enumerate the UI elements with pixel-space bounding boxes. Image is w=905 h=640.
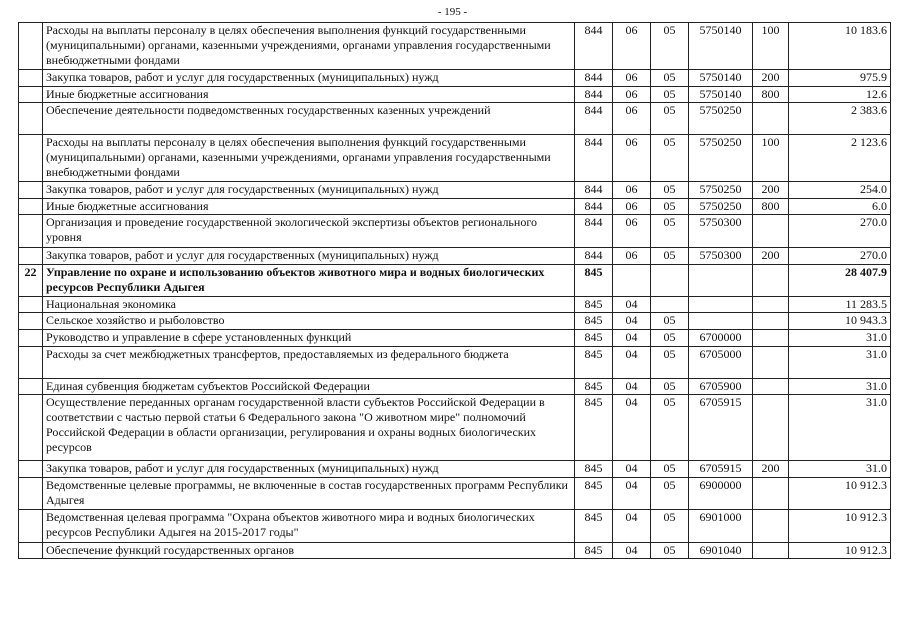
table-row (19, 248, 891, 265)
ministry-code-cell: 845 (575, 461, 613, 478)
expense-type-code-cell: 100 (753, 135, 789, 182)
section-code-cell: 06 (613, 199, 651, 215)
expense-type-code-cell: 800 (753, 87, 789, 103)
subsection-code-cell: 05 (651, 395, 689, 461)
section-code-cell: 04 (613, 330, 651, 347)
amount-cell: 10 943.3 (789, 313, 891, 330)
item-name-cell: Ведомственная целевая программа "Охрана объектов животного мира и водных биологических ресурсов Республики Адыгея на 2015-2017 годы" (43, 510, 575, 543)
target-article-code-cell: 6901040 (689, 543, 753, 559)
target-article-code-cell (689, 265, 753, 297)
table-row (19, 215, 891, 248)
ministry-code-cell: 844 (575, 70, 613, 87)
expense-type-code-cell (753, 265, 789, 297)
table-row (19, 297, 891, 313)
ministry-code-cell: 845 (575, 347, 613, 379)
budget-table (18, 22, 891, 559)
expense-type-code-cell (753, 103, 789, 135)
row-number-cell (19, 461, 43, 478)
amount-cell: 31.0 (789, 461, 891, 478)
ministry-code-cell: 845 (575, 265, 613, 297)
amount-cell: 31.0 (789, 347, 891, 379)
section-code-cell: 04 (613, 347, 651, 379)
row-number-cell (19, 379, 43, 395)
ministry-code-cell: 844 (575, 182, 613, 199)
item-name-cell: Расходы на выплаты персоналу в целях обеспечения выполнения функций государственными (муниципальными) органами, казенными учреждениями, органами управления государственными внебюджетными фондами (43, 135, 575, 182)
row-number-cell (19, 330, 43, 347)
expense-type-code-cell (753, 510, 789, 543)
amount-cell: 31.0 (789, 379, 891, 395)
table-row (19, 135, 891, 182)
item-name-cell: Закупка товаров, работ и услуг для государственных (муниципальных) нужд (43, 70, 575, 87)
expense-type-code-cell (753, 478, 789, 510)
amount-cell: 2 123.6 (789, 135, 891, 182)
item-name-cell: Управление по охране и использованию объектов животного мира и водных биологических ресурсов Республики Адыгея (43, 265, 575, 297)
subsection-code-cell: 05 (651, 543, 689, 559)
item-name-cell: Ведомственные целевые программы, не включенные в состав государственных программ Республики Адыгея (43, 478, 575, 510)
amount-cell: 10 912.3 (789, 510, 891, 543)
target-article-code-cell (689, 297, 753, 313)
row-number-cell (19, 23, 43, 70)
ministry-code-cell: 844 (575, 215, 613, 248)
subsection-code-cell: 05 (651, 23, 689, 70)
row-number-cell (19, 313, 43, 330)
row-number-cell (19, 87, 43, 103)
item-name-cell: Руководство и управление в сфере установленных функций (43, 330, 575, 347)
row-number-cell (19, 135, 43, 182)
section-code-cell: 04 (613, 297, 651, 313)
amount-cell: 31.0 (789, 330, 891, 347)
subsection-code-cell (651, 297, 689, 313)
section-code-cell: 06 (613, 135, 651, 182)
amount-cell: 975.9 (789, 70, 891, 87)
row-number-cell: 22 (19, 265, 43, 297)
target-article-code-cell: 5750250 (689, 199, 753, 215)
target-article-code-cell: 6700000 (689, 330, 753, 347)
target-article-code-cell: 6705900 (689, 379, 753, 395)
expense-type-code-cell (753, 379, 789, 395)
expense-type-code-cell (753, 215, 789, 248)
table-row (19, 395, 891, 461)
target-article-code-cell: 5750140 (689, 70, 753, 87)
section-code-cell: 06 (613, 70, 651, 87)
table-row (19, 461, 891, 478)
target-article-code-cell: 6900000 (689, 478, 753, 510)
subsection-code-cell (651, 265, 689, 297)
amount-cell: 2 383.6 (789, 103, 891, 135)
table-row (19, 510, 891, 543)
target-article-code-cell: 5750140 (689, 23, 753, 70)
table-row (19, 23, 891, 70)
table-row (19, 103, 891, 135)
target-article-code-cell: 6705000 (689, 347, 753, 379)
amount-cell: 28 407.9 (789, 265, 891, 297)
subsection-code-cell: 05 (651, 70, 689, 87)
page-number: - 195 - (437, 6, 468, 18)
expense-type-code-cell (753, 543, 789, 559)
item-name-cell: Обеспечение функций государственных органов (43, 543, 575, 559)
amount-cell: 6.0 (789, 199, 891, 215)
amount-cell: 254.0 (789, 182, 891, 199)
section-code-cell: 06 (613, 248, 651, 265)
target-article-code-cell: 6901000 (689, 510, 753, 543)
section-code-cell: 04 (613, 313, 651, 330)
section-code-cell: 04 (613, 510, 651, 543)
expense-type-code-cell: 800 (753, 199, 789, 215)
section-code-cell: 06 (613, 103, 651, 135)
row-number-cell (19, 478, 43, 510)
section-code-cell: 04 (613, 543, 651, 559)
target-article-code-cell: 5750300 (689, 248, 753, 265)
amount-cell: 11 283.5 (789, 297, 891, 313)
section-code-cell: 04 (613, 379, 651, 395)
item-name-cell: Национальная экономика (43, 297, 575, 313)
table-row (19, 70, 891, 87)
ministry-code-cell: 845 (575, 313, 613, 330)
row-number-cell (19, 215, 43, 248)
row-number-cell (19, 543, 43, 559)
expense-type-code-cell: 200 (753, 70, 789, 87)
amount-cell: 270.0 (789, 248, 891, 265)
amount-cell: 31.0 (789, 395, 891, 461)
subsection-code-cell: 05 (651, 87, 689, 103)
row-number-cell (19, 297, 43, 313)
item-name-cell: Расходы за счет межбюджетных трансфертов, предоставляемых из федерального бюджета (43, 347, 575, 379)
table-row (19, 87, 891, 103)
target-article-code-cell: 5750250 (689, 103, 753, 135)
expense-type-code-cell: 200 (753, 461, 789, 478)
ministry-code-cell: 844 (575, 23, 613, 70)
subsection-code-cell: 05 (651, 330, 689, 347)
ministry-code-cell: 845 (575, 297, 613, 313)
subsection-code-cell: 05 (651, 379, 689, 395)
table-body (19, 23, 891, 559)
subsection-code-cell: 05 (651, 461, 689, 478)
table-row (19, 543, 891, 559)
section-code-cell: 04 (613, 461, 651, 478)
section-code-cell (613, 265, 651, 297)
row-number-cell (19, 103, 43, 135)
ministry-code-cell: 844 (575, 103, 613, 135)
item-name-cell: Иные бюджетные ассигнования (43, 87, 575, 103)
subsection-code-cell: 05 (651, 103, 689, 135)
target-article-code-cell (689, 313, 753, 330)
target-article-code-cell: 5750300 (689, 215, 753, 248)
row-number-cell (19, 182, 43, 199)
subsection-code-cell: 05 (651, 478, 689, 510)
item-name-cell: Осуществление переданных органам государственной власти субъектов Российской Федерации в соответствии с частью первой статьи 6 Федерального закона "О животном мире" полномочий Российской Федерации в области организации, регулирования и охраны водных биологических ресурсов (43, 395, 575, 461)
section-code-cell: 04 (613, 478, 651, 510)
item-name-cell: Иные бюджетные ассигнования (43, 199, 575, 215)
target-article-code-cell: 5750140 (689, 87, 753, 103)
target-article-code-cell: 5750250 (689, 135, 753, 182)
subsection-code-cell: 05 (651, 215, 689, 248)
section-code-cell: 06 (613, 182, 651, 199)
ministry-code-cell: 844 (575, 248, 613, 265)
section-code-cell: 04 (613, 395, 651, 461)
row-number-cell (19, 70, 43, 87)
table-row (19, 347, 891, 379)
amount-cell: 10 912.3 (789, 478, 891, 510)
table-row (19, 313, 891, 330)
item-name-cell: Закупка товаров, работ и услуг для государственных (муниципальных) нужд (43, 461, 575, 478)
target-article-code-cell: 5750250 (689, 182, 753, 199)
ministry-code-cell: 845 (575, 510, 613, 543)
expense-type-code-cell: 200 (753, 182, 789, 199)
expense-type-code-cell (753, 395, 789, 461)
table-row (19, 265, 891, 297)
amount-cell: 12.6 (789, 87, 891, 103)
expense-type-code-cell (753, 313, 789, 330)
subsection-code-cell: 05 (651, 182, 689, 199)
subsection-code-cell: 05 (651, 313, 689, 330)
ministry-code-cell: 844 (575, 87, 613, 103)
amount-cell: 10 183.6 (789, 23, 891, 70)
amount-cell: 270.0 (789, 215, 891, 248)
item-name-cell: Сельское хозяйство и рыболовство (43, 313, 575, 330)
ministry-code-cell: 844 (575, 135, 613, 182)
item-name-cell: Закупка товаров, работ и услуг для государственных (муниципальных) нужд (43, 182, 575, 199)
ministry-code-cell: 845 (575, 379, 613, 395)
subsection-code-cell: 05 (651, 510, 689, 543)
expense-type-code-cell (753, 330, 789, 347)
ministry-code-cell: 845 (575, 478, 613, 510)
item-name-cell: Единая субвенция бюджетам субъектов Российской Федерации (43, 379, 575, 395)
row-number-cell (19, 395, 43, 461)
row-number-cell (19, 248, 43, 265)
row-number-cell (19, 510, 43, 543)
table-row (19, 379, 891, 395)
section-code-cell: 06 (613, 215, 651, 248)
expense-type-code-cell (753, 297, 789, 313)
subsection-code-cell: 05 (651, 347, 689, 379)
expense-type-code-cell: 100 (753, 23, 789, 70)
section-code-cell: 06 (613, 87, 651, 103)
subsection-code-cell: 05 (651, 135, 689, 182)
amount-cell: 10 912.3 (789, 543, 891, 559)
ministry-code-cell: 844 (575, 199, 613, 215)
ministry-code-cell: 845 (575, 395, 613, 461)
table-row (19, 199, 891, 215)
table-row (19, 330, 891, 347)
subsection-code-cell: 05 (651, 248, 689, 265)
section-code-cell: 06 (613, 23, 651, 70)
item-name-cell: Организация и проведение государственной экологической экспертизы объектов регионального уровня (43, 215, 575, 248)
ministry-code-cell: 845 (575, 330, 613, 347)
expense-type-code-cell (753, 347, 789, 379)
subsection-code-cell: 05 (651, 199, 689, 215)
expense-type-code-cell: 200 (753, 248, 789, 265)
ministry-code-cell: 845 (575, 543, 613, 559)
target-article-code-cell: 6705915 (689, 395, 753, 461)
table-row (19, 478, 891, 510)
table-row (19, 182, 891, 199)
row-number-cell (19, 199, 43, 215)
row-number-cell (19, 347, 43, 379)
item-name-cell: Расходы на выплаты персоналу в целях обеспечения выполнения функций государственными (муниципальными) органами, казенными учреждениями, органами управления государственными внебюджетными фондами (43, 23, 575, 70)
item-name-cell: Закупка товаров, работ и услуг для государственных (муниципальных) нужд (43, 248, 575, 265)
target-article-code-cell: 6705915 (689, 461, 753, 478)
item-name-cell: Обеспечение деятельности подведомственных государственных казенных учреждений (43, 103, 575, 135)
